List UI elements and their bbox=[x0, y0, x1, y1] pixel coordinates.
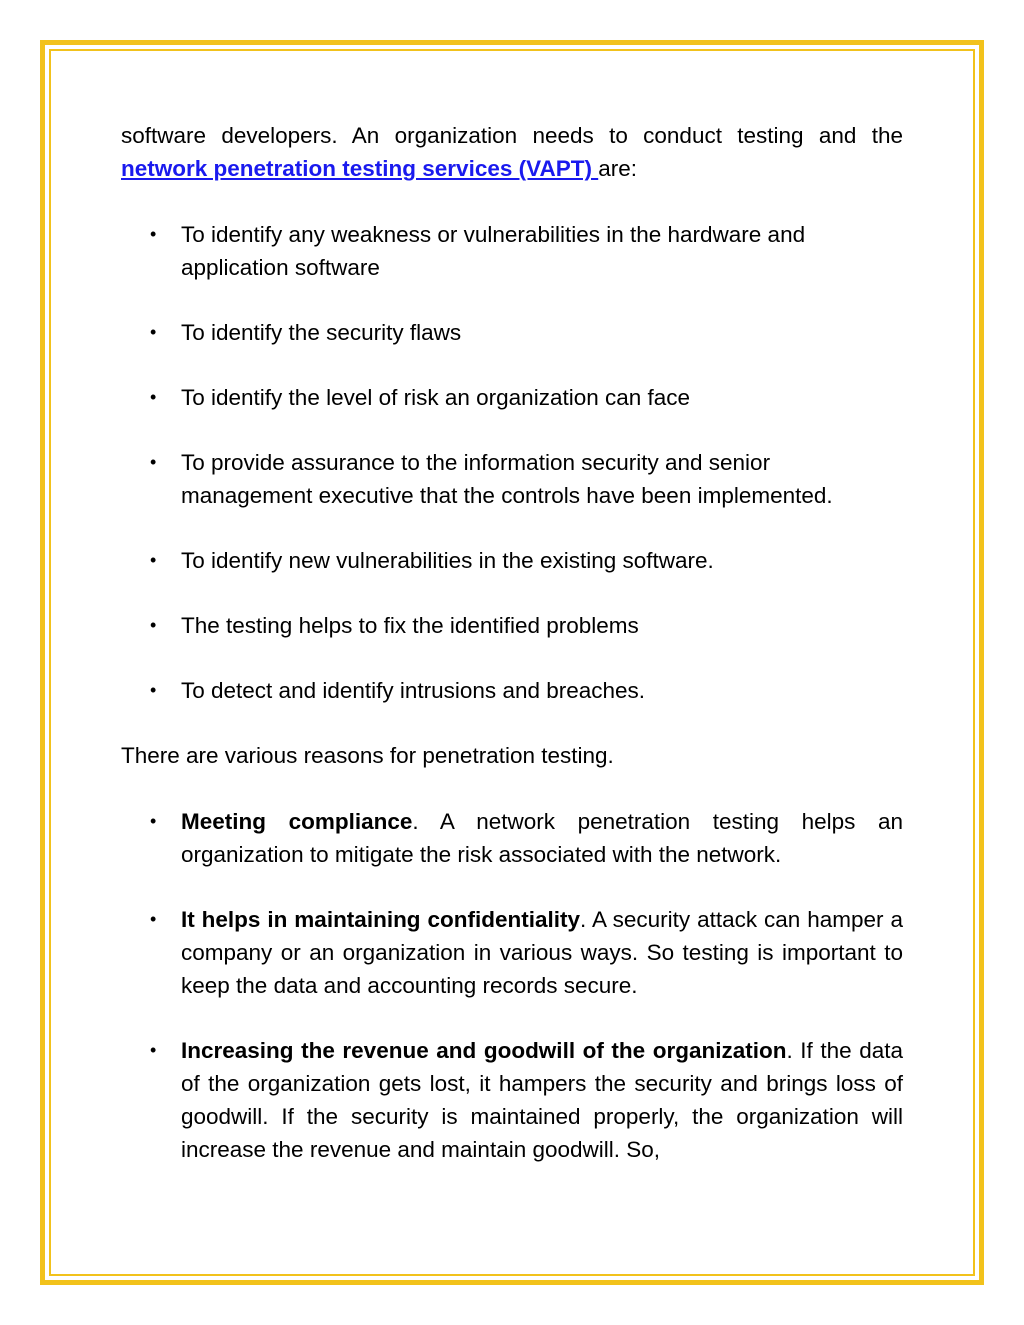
list-item bbox=[121, 381, 903, 414]
list-item-text bbox=[181, 805, 903, 871]
vapt-services-link[interactable]: network penetration testing services (VAPT) bbox=[121, 156, 599, 181]
penetration-reasons-list bbox=[121, 805, 903, 1166]
list-item-text bbox=[181, 1034, 903, 1166]
list-item-text: To identify the level of risk an organization can face bbox=[181, 385, 691, 410]
list-item bbox=[121, 609, 903, 642]
document-body bbox=[121, 119, 903, 1166]
list-item bbox=[121, 446, 903, 512]
intro-text: software developers. An organization needs to conduct testing and the bbox=[121, 123, 903, 148]
item-heading: Increasing the revenue and goodwill of the organization bbox=[181, 1038, 787, 1063]
item-body: . A network penetration testing helps an organization to mitigate the risk associated with the network. bbox=[181, 809, 903, 867]
item-heading: It helps in maintaining confidentiality bbox=[181, 907, 580, 932]
list-item-text: To identify any weakness or vulnerabilities in the hardware and application software bbox=[181, 222, 806, 280]
list-item-text: To detect and identify intrusions and breaches. bbox=[181, 678, 646, 703]
bullet-icon: • bbox=[150, 387, 157, 407]
list-item bbox=[121, 805, 903, 871]
list-item-text: To identify new vulnerabilities in the existing software. bbox=[181, 548, 714, 573]
bullet-icon: • bbox=[150, 224, 157, 244]
bullet-icon: • bbox=[150, 615, 157, 635]
list-item bbox=[121, 674, 903, 707]
item-body: . If the data of the organization gets lost, it hampers the security and brings loss of goodwill. If the security is maintained properly, the organization will increase the revenue and maintain goodwill. So, bbox=[181, 1038, 903, 1162]
bullet-icon: • bbox=[150, 452, 157, 472]
list-item bbox=[121, 316, 903, 349]
bullet-icon: • bbox=[150, 680, 157, 700]
list-item bbox=[121, 1034, 903, 1166]
intro-after-link: are: bbox=[598, 156, 637, 181]
testing-purposes-list bbox=[121, 218, 903, 707]
list-item bbox=[121, 903, 903, 1002]
bullet-icon: • bbox=[150, 811, 157, 831]
list-item-text: To identify the security flaws bbox=[181, 320, 462, 345]
bullet-icon: • bbox=[150, 909, 157, 929]
list-item-text bbox=[181, 903, 903, 1002]
bullet-icon: • bbox=[150, 322, 157, 342]
item-body: . A security attack can hamper a company or an organization in various ways. So testing is important to keep the data and accounting records secure. bbox=[181, 907, 903, 998]
item-heading: Meeting compliance bbox=[181, 809, 413, 834]
list-item bbox=[121, 544, 903, 577]
various-reasons-paragraph: There are various reasons for penetration testing. bbox=[121, 743, 614, 768]
list-item-text: The testing helps to fix the identified problems bbox=[181, 613, 639, 638]
intro-paragraph bbox=[121, 119, 903, 185]
bullet-icon: • bbox=[150, 550, 157, 570]
list-item bbox=[121, 218, 903, 284]
bullet-icon: • bbox=[150, 1040, 157, 1060]
list-item-text: To provide assurance to the information security and senior management executive that the controls have been implemented. bbox=[181, 450, 833, 508]
